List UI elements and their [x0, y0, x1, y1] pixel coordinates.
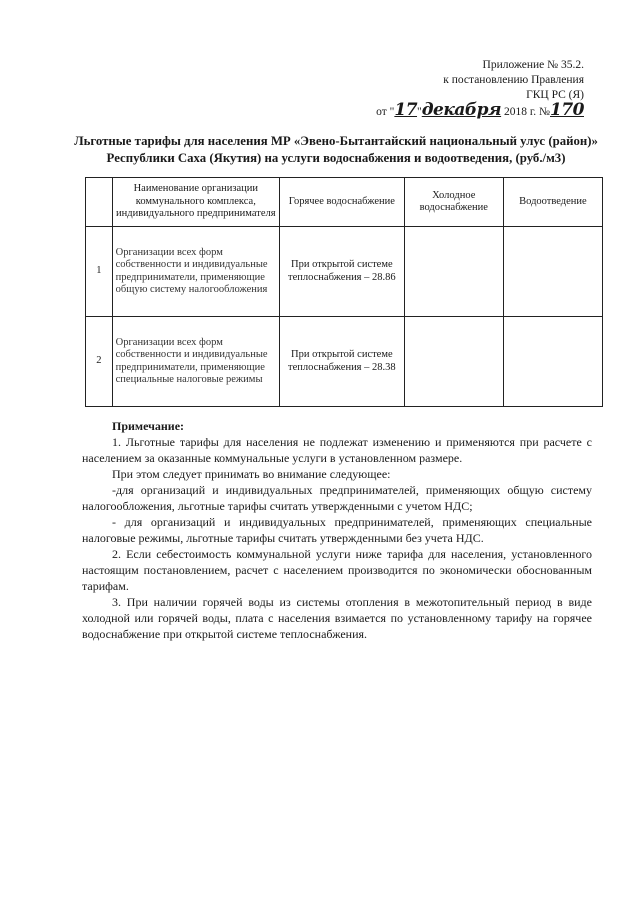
- table-header-row: [86, 178, 603, 227]
- row-cold-water-tariff: [404, 227, 503, 317]
- appendix-agency: ГКЦ РС (Я): [526, 89, 584, 101]
- note-paragraph-1: 1. Льготные тарифы для населения не подлежат изменению и применяются при расчете с населением за оказанные коммунальные услуги в установленном размере.: [82, 435, 592, 465]
- appendix-date-line: [376, 100, 584, 120]
- row-sewage-tariff: [503, 227, 602, 317]
- document-number: 170: [550, 100, 584, 120]
- header-sewage: Водоотведение: [503, 178, 602, 227]
- note-paragraph-4: - для организаций и индивидуальных предпринимателей, применяющих специальные налоговые режимы, льготные тарифы считать утвержденными без учета НДС.: [82, 515, 592, 545]
- date-day: 17: [394, 100, 418, 120]
- note-paragraph-6: 3. При наличии горячей воды из системы отопления в межотопительный период в виде холодной или горячей воды, плата с населения взимается по установленному тарифу на горячее водоснабжение при открытой системе теплоснабжения.: [82, 595, 592, 641]
- notes-section: [82, 418, 592, 642]
- row-hot-water-tariff: При открытой системе теплоснабжения – 28.86: [279, 227, 404, 317]
- notes-heading: Примечание:: [112, 419, 185, 433]
- row-number: 1: [86, 227, 113, 317]
- row-organization: Организации всех форм собственности и индивидуальные предприниматели, применяющие специальные налоговые режимы: [112, 317, 279, 407]
- row-sewage-tariff: [503, 317, 602, 407]
- header-number: [86, 178, 113, 227]
- header-cold-water: Холодное водоснабжение: [404, 178, 503, 227]
- appendix-resolution: к постановлению Правления: [443, 74, 584, 86]
- document-title: Льготные тарифы для населения МР «Эвено-Бытантайский национальный улус (район)» Республики Саха (Якутия) на услуги водоснабжения и водоотведения, (руб./м3): [74, 134, 598, 165]
- row-organization: Организации всех форм собственности и индивидуальные предприниматели, применяющие общую систему налогообложения: [112, 227, 279, 317]
- appendix-block: [376, 58, 584, 120]
- row-cold-water-tariff: [404, 317, 503, 407]
- note-paragraph-5: 2. Если себестоимость коммунальной услуги ниже тарифа для населения, установленного настоящим постановлением, расчет с населением производится по экономически обоснованным тарифам.: [82, 547, 592, 593]
- tariff-table: [85, 177, 603, 407]
- header-hot-water: Горячее водоснабжение: [279, 178, 404, 227]
- table-row: [86, 227, 603, 317]
- row-number: 2: [86, 317, 113, 407]
- date-month: декабря: [421, 100, 502, 120]
- header-organization: Наименование организации коммунального комплекса, индивидуального предпринимателя: [112, 178, 279, 227]
- note-paragraph-2: При этом следует принимать во внимание следующее:: [112, 467, 391, 481]
- date-prefix: от ": [376, 106, 395, 118]
- date-year: 2018 г. №: [503, 106, 550, 118]
- table-row: [86, 317, 603, 407]
- note-paragraph-3: -для организаций и индивидуальных предпринимателей, применяющих общую систему налогообложения, льготные тарифы считать утвержденными с учетом НДС;: [82, 483, 592, 513]
- date-quote: ": [417, 106, 422, 118]
- appendix-number: Приложение № 35.2.: [482, 59, 584, 71]
- row-hot-water-tariff: При открытой системе теплоснабжения – 28.38: [279, 317, 404, 407]
